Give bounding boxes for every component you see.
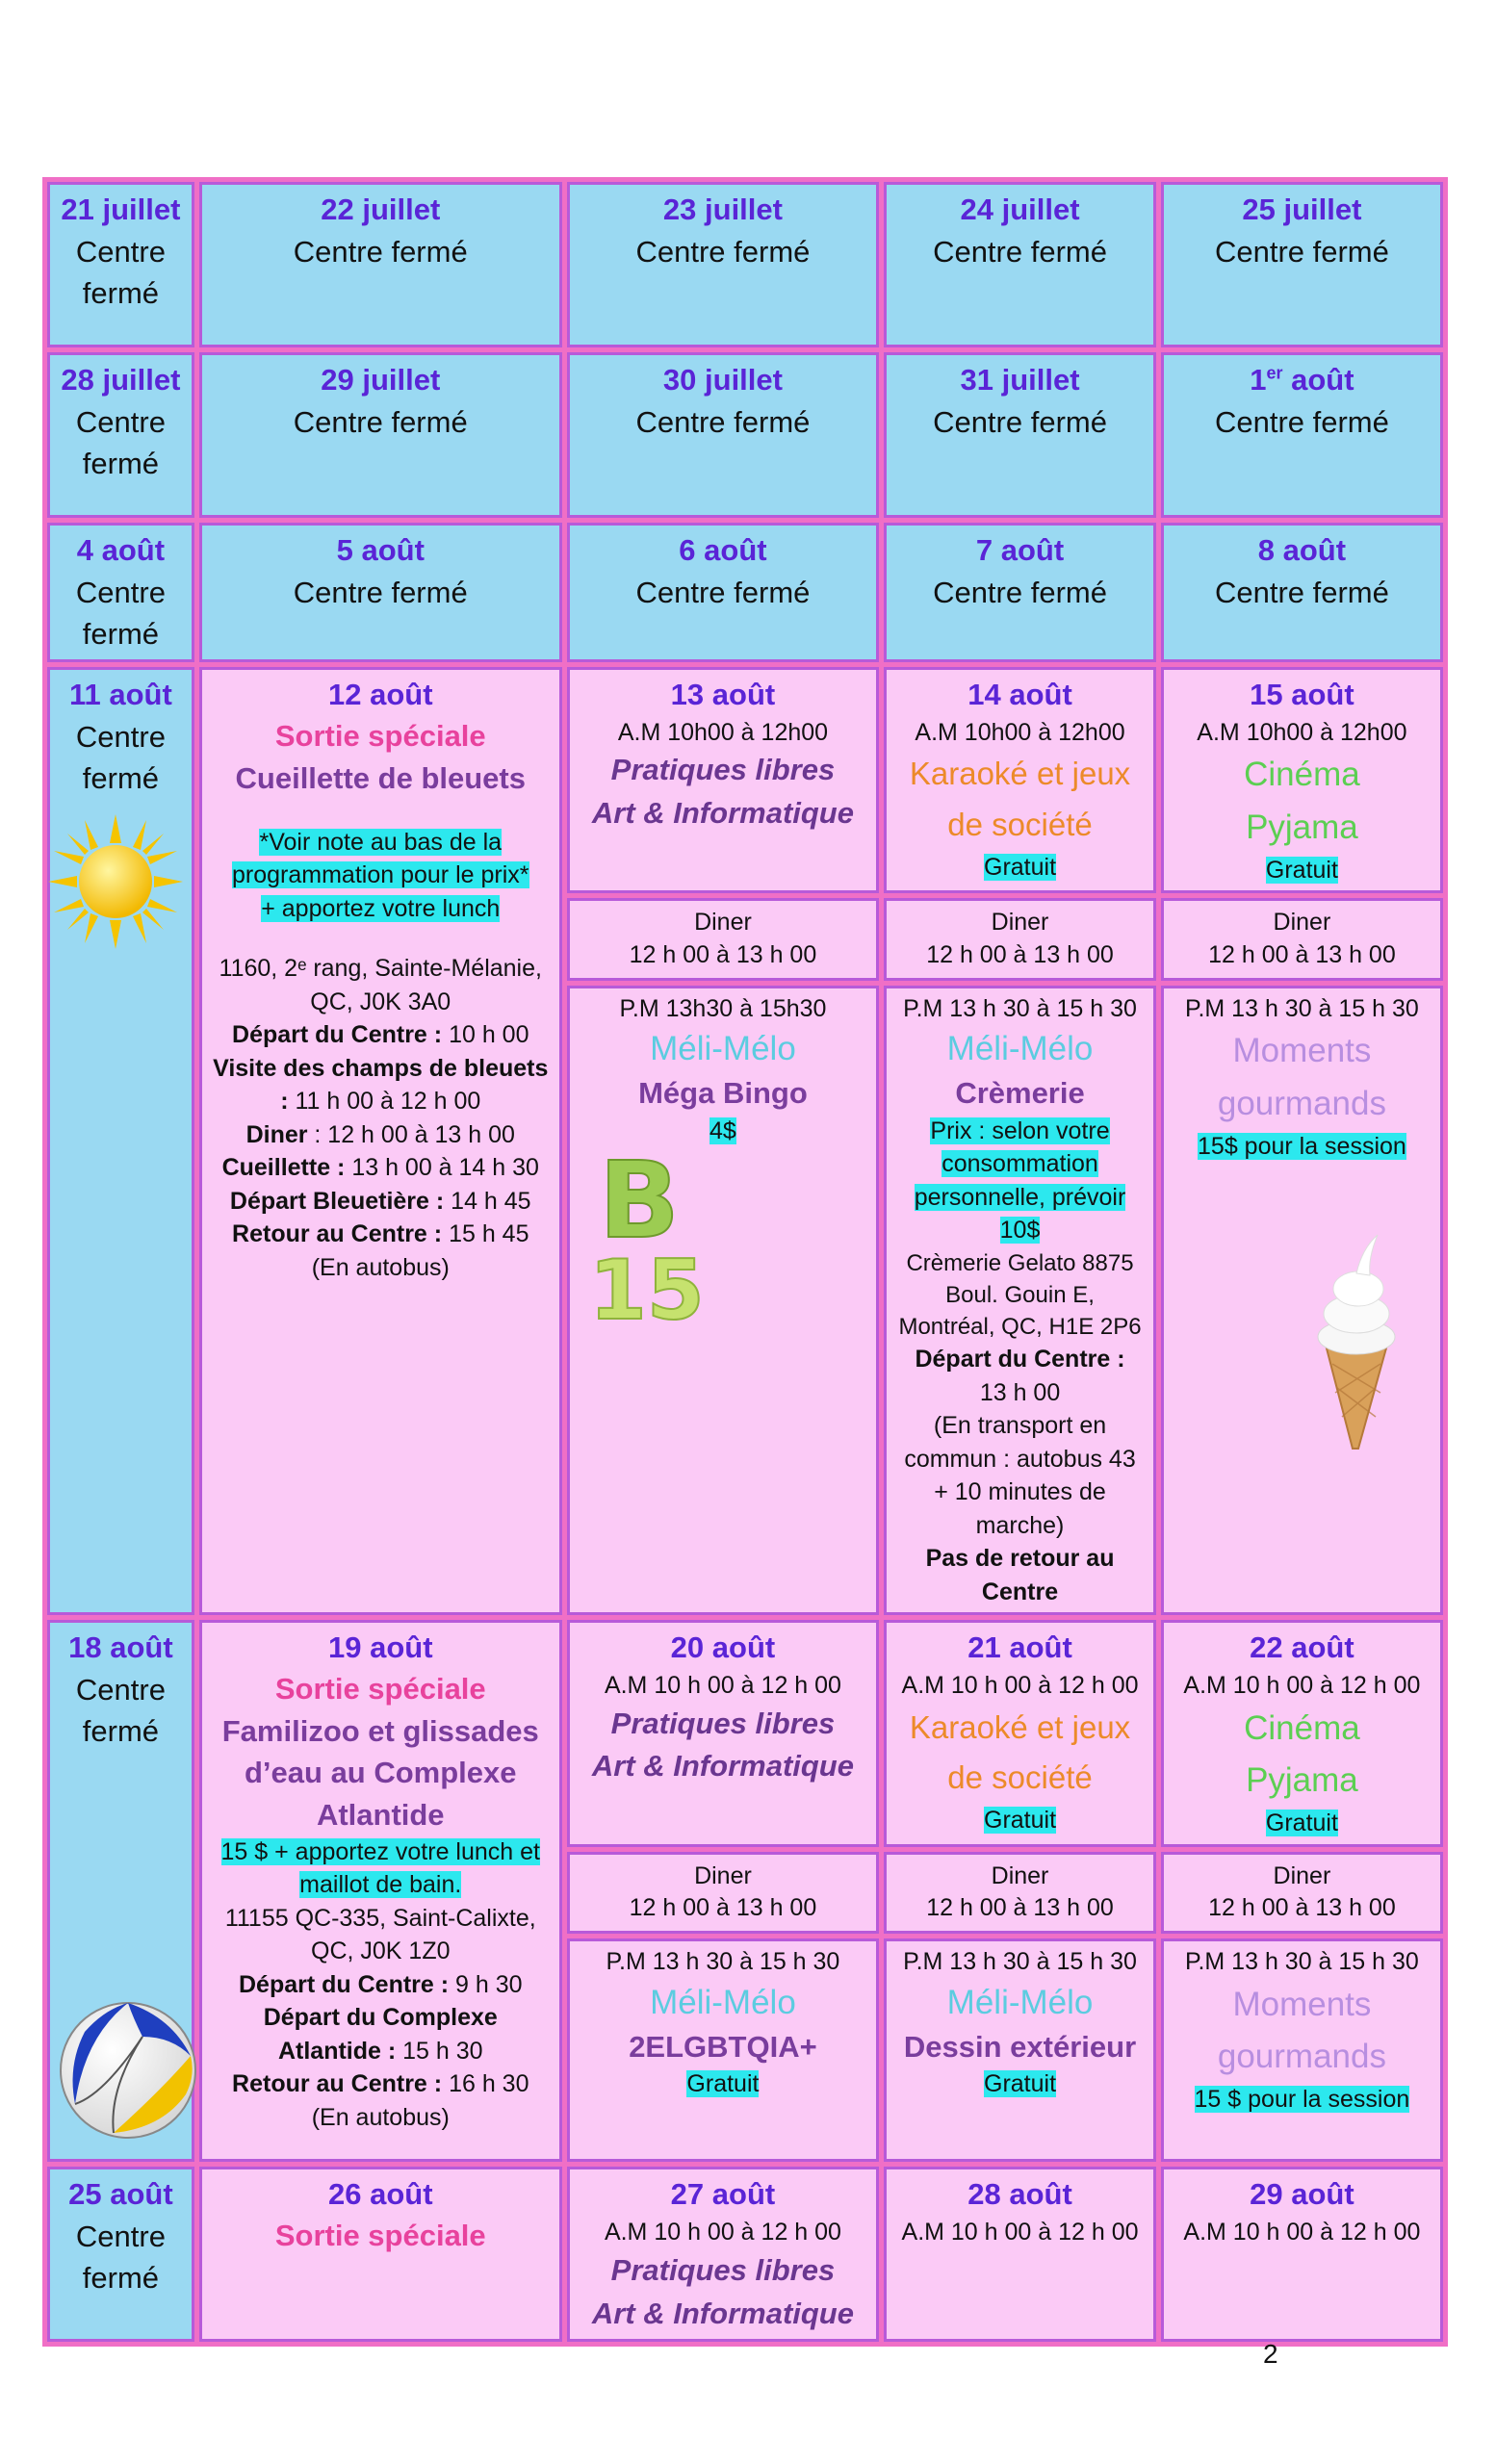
schedule-value: : 12 h 00 à 13 h 00: [307, 1120, 515, 1148]
date-label: 20 août: [670, 1630, 776, 1665]
day-cell-13-aout-pm: [567, 986, 880, 1615]
activity-title: Cinéma: [1244, 756, 1360, 794]
activity-subtitle: Crèmerie: [955, 1076, 1085, 1111]
price-badge: [1172, 1130, 1432, 1164]
day-cell-26-aout: [199, 2167, 562, 2342]
date-sup: er: [1266, 363, 1283, 383]
schedule-line: [210, 1052, 552, 1118]
place: Crèmerie Gelato 8875 Boul. Gouin E, Montréal, QC, H1E 2P6: [898, 1249, 1142, 1340]
price-note: [210, 1835, 552, 1902]
activity-title: Méli-Mélo: [650, 1030, 796, 1068]
activity-subtitle: de société: [947, 807, 1093, 843]
day-cell-19-aout: [199, 1620, 562, 2162]
free-badge: [894, 851, 1146, 885]
date-label: 11 août: [69, 677, 172, 711]
date-label: 24 juillet: [960, 192, 1080, 226]
closed-label: Centre fermé: [635, 576, 811, 610]
activity-title: Moments: [1232, 1985, 1372, 2023]
schedule-value: 10 h 00: [442, 1021, 529, 1049]
lunch-title: Diner: [694, 909, 752, 937]
date-label: 26 août: [327, 2177, 433, 2212]
departure-time: 13 h 00: [979, 1378, 1061, 1406]
closed-label: Centre fermé: [1214, 576, 1389, 610]
schedule-value: 15 h 45: [442, 1220, 529, 1248]
activity-title: Pratiques libres: [610, 1706, 836, 1740]
activity-subtitle: gourmands: [1217, 2037, 1386, 2075]
schedule-label: Départ Bleuetière :: [229, 1187, 445, 1215]
day-cell-25-juillet: [1161, 182, 1443, 347]
day-cell-13-aout-am: [567, 667, 880, 894]
schedule-line: [210, 1018, 552, 1052]
day-cell-15-aout-am: [1161, 667, 1443, 894]
schedule-line: [210, 1968, 552, 2002]
activity-title: Méli-Mélo: [946, 1030, 1094, 1068]
day-cell-21-juillet: [47, 182, 194, 347]
day-cell-24-juillet: [884, 182, 1156, 347]
activity-title: Méli-Mélo: [946, 1983, 1094, 2021]
lunch-cell: [567, 1852, 880, 1935]
closed-label: Centre fermé: [75, 719, 166, 796]
schedule-value: 11 h 00 à 12 h 00: [288, 1088, 481, 1116]
price-note-text: 15 $ + apportez votre lunch et maillot de bain.: [220, 1837, 540, 1899]
day-cell-27-aout: [567, 2167, 880, 2342]
date-label: 21 juillet: [61, 192, 181, 226]
date-label: 22 juillet: [321, 192, 441, 226]
date-label: 4 août: [76, 533, 166, 567]
schedule-value: 16 h 30: [442, 2070, 529, 2098]
activity-subtitle: Art & Informatique: [591, 2296, 854, 2330]
activity-title: Cinéma: [1244, 1708, 1360, 1747]
date-label: 30 juillet: [662, 363, 783, 397]
free-badge: [894, 2067, 1146, 2101]
activity-subtitle: Art & Informatique: [591, 796, 854, 831]
day-cell-8-aout: [1161, 523, 1443, 662]
date-label: 19 août: [327, 1630, 433, 1665]
closed-label: Centre fermé: [75, 1673, 166, 1749]
closed-label: Centre fermé: [933, 405, 1107, 440]
activity-subtitle: 2ELGBTQIA+: [629, 2029, 817, 2064]
ice-cream-icon: [1299, 1229, 1414, 1450]
day-cell-4-aout: [47, 523, 194, 662]
lunch-time: 12 h 00 à 13 h 00: [926, 1894, 1114, 1922]
free-badge: [1172, 854, 1432, 887]
day-cell-5-aout: [199, 523, 562, 662]
day-cell-22-aout-am: [1161, 1620, 1443, 1847]
schedule-value: 13 h 00 à 14 h 30: [345, 1154, 539, 1182]
date-label: 7 août: [975, 533, 1065, 567]
week-row-5-am: [47, 1620, 1443, 1847]
date-label: 6 août: [679, 533, 767, 567]
day-cell-21-aout-am: [884, 1620, 1156, 1847]
free-badge-text: Gratuit: [1265, 856, 1338, 884]
closed-label: Centre fermé: [75, 576, 166, 652]
closed-label: Centre fermé: [75, 235, 166, 311]
date-month: août: [1282, 363, 1354, 397]
date-label: 27 août: [670, 2177, 776, 2212]
lunch-title: Diner: [991, 909, 1049, 937]
am-time: A.M 10 h 00 à 12 h 00: [901, 1672, 1139, 1700]
lunch-cell: [884, 1852, 1156, 1935]
free-badge: [578, 2067, 869, 2101]
date-label: 25 juillet: [1242, 192, 1362, 226]
closed-label: Centre fermé: [635, 405, 811, 440]
schedule-label: Diner: [245, 1120, 308, 1148]
activity-title: Pratiques libres: [610, 753, 836, 787]
day-cell-7-aout: [884, 523, 1156, 662]
day-cell-23-juillet: [567, 182, 880, 347]
lunch-cell: [1161, 1852, 1443, 1935]
schedule-label: Visite des champs de bleuets :: [213, 1054, 549, 1116]
am-time: A.M 10h00 à 12h00: [915, 718, 1125, 746]
transport-note: (En autobus): [311, 2103, 450, 2131]
day-cell-15-aout-pm: [1161, 986, 1443, 1615]
schedule-line: [210, 1185, 552, 1219]
pm-time: P.M 13 h 30 à 15 h 30: [606, 1948, 840, 1976]
day-cell-20-aout-am: [567, 1620, 880, 1847]
closed-label: Centre fermé: [933, 576, 1107, 610]
special-outing-label: Sortie spéciale: [274, 718, 486, 753]
activity-title: Familizoo et glissades d’eau au Complexe Atlantide: [221, 1713, 539, 1832]
schedule-label: Cueillette :: [221, 1154, 346, 1182]
day-cell-18-aout: [47, 1620, 194, 2162]
closed-label: Centre fermé: [75, 2220, 166, 2296]
am-time: A.M 10 h 00 à 12 h 00: [901, 2219, 1139, 2246]
closed-label: Centre fermé: [293, 235, 468, 270]
activity-title: Pratiques libres: [610, 2252, 836, 2287]
day-cell-11-aout: [47, 667, 194, 1615]
date-label: 22 août: [1250, 1630, 1354, 1665]
bingo-ball-icon: [589, 1131, 705, 1323]
day-cell-30-juillet: [567, 352, 880, 518]
day-cell-1-aout: [1161, 352, 1443, 518]
schedule-line: [210, 1218, 552, 1251]
day-cell-28-aout: [884, 2167, 1156, 2342]
free-badge-text: Gratuit: [1265, 1810, 1338, 1837]
day-cell-22-juillet: [199, 182, 562, 347]
activity-title: Moments: [1232, 1032, 1372, 1070]
date-label: 12 août: [327, 677, 433, 711]
schedule-label: Départ du Complexe Atlantide :: [263, 2004, 498, 2065]
date-label: 5 août: [336, 533, 425, 567]
am-time: A.M 10 h 00 à 12 h 00: [604, 2219, 841, 2246]
lunch-title: Diner: [1273, 909, 1331, 937]
date-label: 8 août: [1257, 533, 1347, 567]
transport-note: (En transport en commun : autobus 43 + 10 minutes de marche): [904, 1412, 1136, 1539]
activity-subtitle: Pyjama: [1246, 808, 1358, 846]
schedule-line: [210, 2067, 552, 2101]
schedule-label: Départ du Centre :: [238, 1970, 450, 1998]
free-badge-text: Gratuit: [686, 2069, 760, 2097]
am-time: A.M 10h00 à 12h00: [1197, 718, 1407, 746]
date-label: 25 août: [68, 2177, 173, 2212]
closed-label: Centre fermé: [1214, 405, 1389, 440]
price-badge-text: 15$ pour la session: [1198, 1132, 1406, 1160]
schedule-value: 9 h 30: [449, 1970, 523, 1998]
pm-time: P.M 13 h 30 à 15 h 30: [903, 1948, 1137, 1976]
closed-label: Centre fermé: [635, 235, 811, 270]
day-cell-6-aout: [567, 523, 880, 662]
date-label: 21 août: [967, 1630, 1072, 1665]
closed-label: Centre fermé: [293, 576, 468, 610]
date-label: 28 août: [967, 2177, 1072, 2212]
week-row-2: [47, 352, 1443, 518]
day-cell-29-aout: [1161, 2167, 1443, 2342]
activity-subtitle: de société: [947, 1759, 1093, 1796]
lunch-time: 12 h 00 à 13 h 00: [1208, 1894, 1396, 1922]
date-label: 23 juillet: [662, 192, 783, 226]
page-number: 2: [1263, 2339, 1278, 2369]
lunch-title: Diner: [1273, 1861, 1331, 1889]
free-badge-text: Gratuit: [984, 853, 1057, 881]
day-cell-14-aout-pm: [884, 986, 1156, 1615]
date-label: 13 août: [670, 677, 776, 711]
price-note: [210, 826, 552, 892]
am-time: A.M 10h00 à 12h00: [617, 718, 829, 746]
pm-time: P.M 13 h 30 à 15 h 30: [903, 994, 1137, 1022]
price-badge-text: 15 $ pour la session: [1194, 2086, 1410, 2114]
activity-title: Karaoké et jeux: [909, 756, 1131, 792]
calendar-table: [42, 177, 1448, 2347]
bingo-letter: B: [598, 1138, 680, 1262]
schedule-line: [210, 1151, 552, 1185]
price-note-text: Prix : selon votre consommation personnelle, prévoir 10$: [914, 1116, 1126, 1245]
date-label: 15 août: [1250, 677, 1354, 711]
price-note-text: *Voir note au bas de la programmation pour le prix*: [232, 828, 529, 889]
date-label: 31 juillet: [960, 363, 1080, 397]
pm-time: P.M 13 h 30 à 15 h 30: [1185, 994, 1419, 1022]
address: 11155 QC-335, Saint-Calixte, QC, J0K 1Z0: [224, 1904, 536, 1965]
free-badge: [1172, 1807, 1432, 1840]
activity-title: Méli-Mélo: [650, 1983, 796, 2021]
day-cell-21-aout-pm: [884, 1938, 1156, 2162]
week-row-6: [47, 2167, 1443, 2342]
sun-icon: [48, 814, 183, 949]
day-cell-20-aout-pm: [567, 1938, 880, 2162]
price-badge: [1172, 2083, 1432, 2117]
day-cell-22-aout-pm: [1161, 1938, 1443, 2162]
price-badge-text: 4$: [709, 1116, 736, 1144]
lunch-time: 12 h 00 à 13 h 00: [926, 941, 1114, 969]
activity-subtitle: Pyjama: [1246, 1760, 1358, 1799]
week-row-3: [47, 523, 1443, 662]
lunch-note-text: + apportez votre lunch: [261, 894, 501, 922]
activity-title: Karaoké et jeux: [909, 1708, 1131, 1745]
volleyball-icon: [56, 1998, 200, 2143]
schedule-value: 15 h 30: [396, 2037, 483, 2065]
am-time: A.M 10 h 00 à 12 h 00: [604, 1672, 841, 1700]
free-badge-text: Gratuit: [984, 1807, 1057, 1835]
schedule-line: [210, 2001, 552, 2067]
activity-title: Cueillette de bleuets: [235, 760, 526, 795]
special-outing-label: Sortie spéciale: [274, 2219, 486, 2253]
day-cell-12-aout: [199, 667, 562, 1615]
date-label: 29 juillet: [321, 363, 441, 397]
special-outing-label: Sortie spéciale: [274, 1672, 486, 1707]
day-cell-25-aout: [47, 2167, 194, 2342]
lunch-note: [210, 892, 552, 926]
activity-subtitle: gourmands: [1217, 1084, 1386, 1122]
schedule-value: 14 h 45: [444, 1187, 531, 1215]
date-label: 18 août: [68, 1630, 173, 1665]
schedule-label: Retour au Centre :: [232, 1220, 443, 1248]
day-cell-31-juillet: [884, 352, 1156, 518]
pm-time: P.M 13h30 à 15h30: [619, 994, 827, 1022]
am-time: A.M 10 h 00 à 12 h 00: [1183, 2219, 1421, 2246]
bingo-number: 15: [588, 1242, 705, 1323]
activity-subtitle: Art & Informatique: [591, 1749, 854, 1784]
week-row-4-am: [47, 667, 1443, 894]
lunch-title: Diner: [694, 1861, 752, 1889]
activity-subtitle: Méga Bingo: [638, 1076, 808, 1111]
address: 1160, 2ᵉ rang, Sainte-Mélanie, QC, J0K 3A0: [219, 955, 542, 1015]
date-num: 1: [1250, 363, 1267, 397]
am-time: A.M 10 h 00 à 12 h 00: [1183, 1672, 1421, 1700]
closed-label: Centre fermé: [293, 405, 468, 440]
pm-time: P.M 13 h 30 à 15 h 30: [1185, 1948, 1419, 1976]
schedule-line: [210, 1118, 552, 1152]
week-row-1: [47, 182, 1443, 347]
lunch-cell: [884, 898, 1156, 981]
date-label: 29 août: [1250, 2177, 1354, 2212]
day-cell-29-juillet: [199, 352, 562, 518]
closed-label: Centre fermé: [75, 405, 166, 481]
schedule-label: Départ du Centre :: [232, 1021, 443, 1049]
closed-label: Centre fermé: [1214, 235, 1389, 270]
day-cell-14-aout-am: [884, 667, 1156, 894]
lunch-cell: [567, 898, 880, 981]
day-cell-28-juillet: [47, 352, 194, 518]
date-label: 14 août: [967, 677, 1072, 711]
lunch-time: 12 h 00 à 13 h 00: [629, 941, 817, 969]
activity-subtitle: Dessin extérieur: [903, 2029, 1137, 2064]
schedule-label: Retour au Centre :: [232, 2070, 443, 2098]
lunch-cell: [1161, 898, 1443, 981]
date-label: [1172, 359, 1432, 401]
free-badge: [894, 1804, 1146, 1837]
lunch-time: 12 h 00 à 13 h 00: [1208, 941, 1396, 969]
date-label: 28 juillet: [61, 363, 181, 397]
closed-label: Centre fermé: [933, 235, 1107, 270]
no-return-note: Pas de retour au Centre: [925, 1545, 1115, 1605]
free-badge-text: Gratuit: [984, 2069, 1057, 2097]
lunch-title: Diner: [991, 1861, 1049, 1889]
lunch-time: 12 h 00 à 13 h 00: [629, 1894, 817, 1922]
departure-label: Départ du Centre :: [915, 1346, 1125, 1373]
price-note: [894, 1115, 1146, 1247]
transport-note: (En autobus): [311, 1253, 450, 1281]
